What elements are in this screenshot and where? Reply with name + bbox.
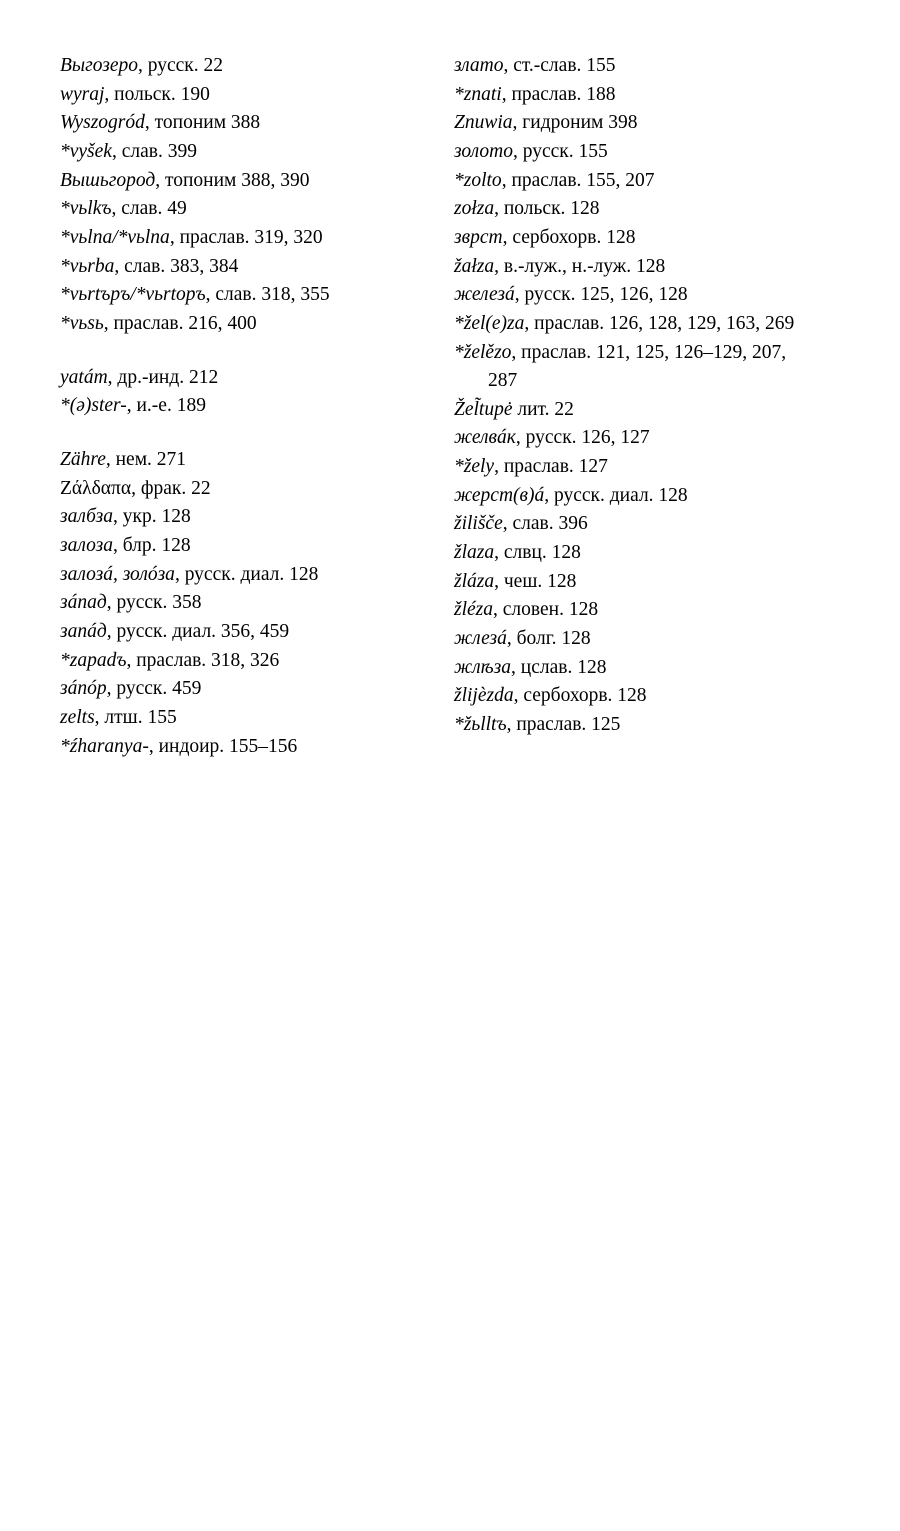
index-entry [60, 561, 412, 589]
entry-references: , топоним 388 [144, 112, 261, 134]
entry-headword: Выгозеро [60, 55, 138, 76]
entry-headword: žlaza [454, 541, 495, 563]
entry-headword: жлезá [454, 627, 507, 649]
entry-headword: žlijèzda [454, 685, 514, 707]
entry-headword: жлѣза [454, 656, 512, 678]
entry-headword: злато [454, 55, 504, 76]
index-entry [454, 711, 806, 739]
entry-headword: жерст(в)á [454, 484, 545, 506]
index-columns [60, 52, 840, 761]
index-entry [60, 364, 412, 392]
index-entry [60, 138, 412, 166]
index-entry [454, 424, 806, 452]
index-entry [60, 733, 412, 761]
entry-headword: Znuwia [454, 112, 513, 134]
index-entry [454, 482, 806, 510]
index-entry [454, 396, 806, 424]
entry-references: , слав. 49 [111, 198, 187, 220]
entry-references: , фрак. 22 [131, 477, 211, 499]
index-entry [60, 475, 412, 503]
entry-references: , русск. диал. 128 [544, 484, 688, 506]
entry-references: , русск. 155 [512, 141, 608, 163]
entry-references: , цслав. 128 [511, 656, 607, 678]
index-entry [60, 675, 412, 703]
entry-group-separator [60, 339, 412, 364]
index-entry [454, 510, 806, 538]
index-entry [60, 52, 412, 80]
entry-references: , и.-е. 189 [126, 395, 206, 417]
entry-references: лит. 22 [512, 398, 574, 420]
index-entry [60, 618, 412, 646]
entry-references: , русск. 459 [106, 678, 202, 700]
entry-headword: *žьlltъ [454, 713, 507, 735]
index-entry [454, 167, 806, 195]
entry-references: , русск. 125, 126, 128 [514, 284, 688, 306]
entry-headword: железá [454, 284, 515, 306]
index-column-left [60, 52, 412, 761]
entry-references: , русск. диал. 128 [174, 563, 319, 585]
entry-references: , сербохорв. 128 [513, 685, 647, 707]
entry-references: , блр. 128 [112, 535, 191, 557]
entry-headword: Žel̃tupė [454, 398, 513, 420]
index-entry [60, 167, 412, 195]
entry-headword: *zapadъ [60, 649, 127, 671]
entry-references: , праслав. 125 [506, 713, 621, 735]
entry-headword: žléza [454, 599, 493, 621]
index-entry [454, 339, 806, 395]
entry-references: , словен. 128 [493, 599, 599, 621]
index-entry [60, 532, 412, 560]
index-entry [454, 568, 806, 596]
entry-headword: *vьlkъ [60, 198, 112, 220]
entry-headword: *zolto [454, 169, 502, 191]
entry-references: , болг. 128 [506, 627, 591, 649]
index-entry [454, 682, 806, 710]
entry-headword: *žel(e)za [454, 313, 525, 335]
entry-references: , русск. 22 [137, 55, 224, 76]
entry-headword: *vьrba [60, 255, 115, 277]
entry-headword: золото [454, 141, 513, 163]
entry-headword: zelts [60, 707, 95, 729]
entry-headword: žláza [454, 570, 495, 592]
index-entry [454, 310, 806, 338]
entry-headword: yatám [60, 366, 108, 388]
entry-references: , праслав. 121, 125, 126–129, 207, 287 [488, 341, 787, 391]
entry-headword: залозá, золóза [60, 563, 175, 585]
entry-references: , праслав. 216, 400 [103, 313, 257, 335]
entry-references: , праслав. 155, 207 [501, 169, 655, 191]
entry-references: , нем. 271 [105, 449, 187, 471]
entry-references: , русск. диал. 356, 459 [106, 621, 290, 643]
entry-headword: *znati [454, 83, 502, 105]
entry-headword: Ζάλδαπα [60, 477, 132, 499]
entry-references: , индоир. 155–156 [148, 735, 298, 757]
entry-headword: wyraj [60, 83, 105, 105]
index-entry [60, 224, 412, 252]
entry-headword: запáд [60, 621, 107, 643]
index-entry [454, 654, 806, 682]
index-entry [454, 539, 806, 567]
entry-headword: *źharanya- [60, 735, 149, 757]
entry-headword: *vьsь [60, 313, 104, 335]
entry-references: , чеш. 128 [494, 570, 577, 592]
entry-headword: žałza [454, 255, 495, 277]
index-entry [454, 52, 806, 80]
index-entry [454, 195, 806, 223]
index-entry [60, 109, 412, 137]
entry-headword: залоза [60, 535, 113, 557]
entry-references: , в.-луж., н.-луж. 128 [494, 255, 666, 277]
index-entry [454, 253, 806, 281]
entry-headword: *žely [454, 455, 495, 477]
index-entry [454, 281, 806, 309]
entry-references: , слав. 318, 355 [205, 284, 330, 306]
entry-headword: зврст [454, 227, 503, 249]
index-entry [454, 224, 806, 252]
entry-headword: зáпад [60, 592, 107, 614]
entry-headword: *(ə)ster- [60, 395, 127, 417]
entry-headword: žilišče [454, 513, 503, 535]
entry-references: , польск. 190 [104, 83, 210, 105]
entry-headword: Wyszogród [60, 112, 145, 134]
entry-headword: залбза [60, 506, 114, 528]
entry-references: , праслав. 318, 326 [126, 649, 280, 671]
entry-references: , топоним 388, 390 [155, 169, 310, 191]
index-entry [454, 81, 806, 109]
entry-headword: zołza [454, 198, 495, 220]
index-entry [60, 310, 412, 338]
entry-headword: Zähre [60, 449, 106, 471]
entry-references: , праслав. 126, 128, 129, 163, 269 [524, 313, 795, 335]
entry-references: , праслав. 319, 320 [169, 227, 323, 249]
entry-references: , слав. 396 [502, 513, 588, 535]
index-entry [60, 253, 412, 281]
index-entry [454, 596, 806, 624]
entry-headword: *želězo [454, 341, 512, 363]
entry-references: , слав. 399 [111, 141, 197, 163]
index-entry [60, 446, 412, 474]
index-entry [60, 195, 412, 223]
index-entry [454, 625, 806, 653]
entry-headword: зáпóр [60, 678, 107, 700]
index-entry [60, 704, 412, 732]
entry-references: , слвц. 128 [494, 541, 581, 563]
entry-group-separator [60, 421, 412, 446]
entry-references: , русск. 126, 127 [515, 427, 650, 449]
index-entry [60, 81, 412, 109]
entry-references: , праслав. 188 [501, 83, 616, 105]
entry-headword: Вышьгород [60, 169, 156, 191]
entry-references: , слав. 383, 384 [114, 255, 239, 277]
index-entry [60, 589, 412, 617]
index-entry [454, 109, 806, 137]
entry-references: , праслав. 127 [494, 455, 608, 477]
entry-headword: *vьrtъръ/*vьrtopъ [60, 284, 206, 306]
index-entry [60, 281, 412, 309]
entry-references: , польск. 128 [494, 198, 600, 220]
entry-references: , сербохорв. 128 [502, 227, 636, 249]
entry-headword: *vyšek [60, 141, 112, 163]
index-entry [60, 392, 412, 420]
entry-references: , др.-инд. 212 [107, 366, 219, 388]
entry-references: , русск. 358 [106, 592, 202, 614]
entry-references: , лтш. 155 [94, 707, 177, 729]
index-column-right [454, 52, 806, 740]
index-entry [454, 453, 806, 481]
entry-references: , укр. 128 [113, 506, 191, 528]
index-entry [454, 138, 806, 166]
entry-headword: *vьlna/*vьlna [60, 227, 170, 249]
index-entry [60, 647, 412, 675]
entry-headword: желвáк [454, 427, 516, 449]
index-entry [60, 503, 412, 531]
entry-references: , ст.-слав. 155 [503, 55, 616, 76]
entry-references: , гидроним 398 [512, 112, 638, 134]
